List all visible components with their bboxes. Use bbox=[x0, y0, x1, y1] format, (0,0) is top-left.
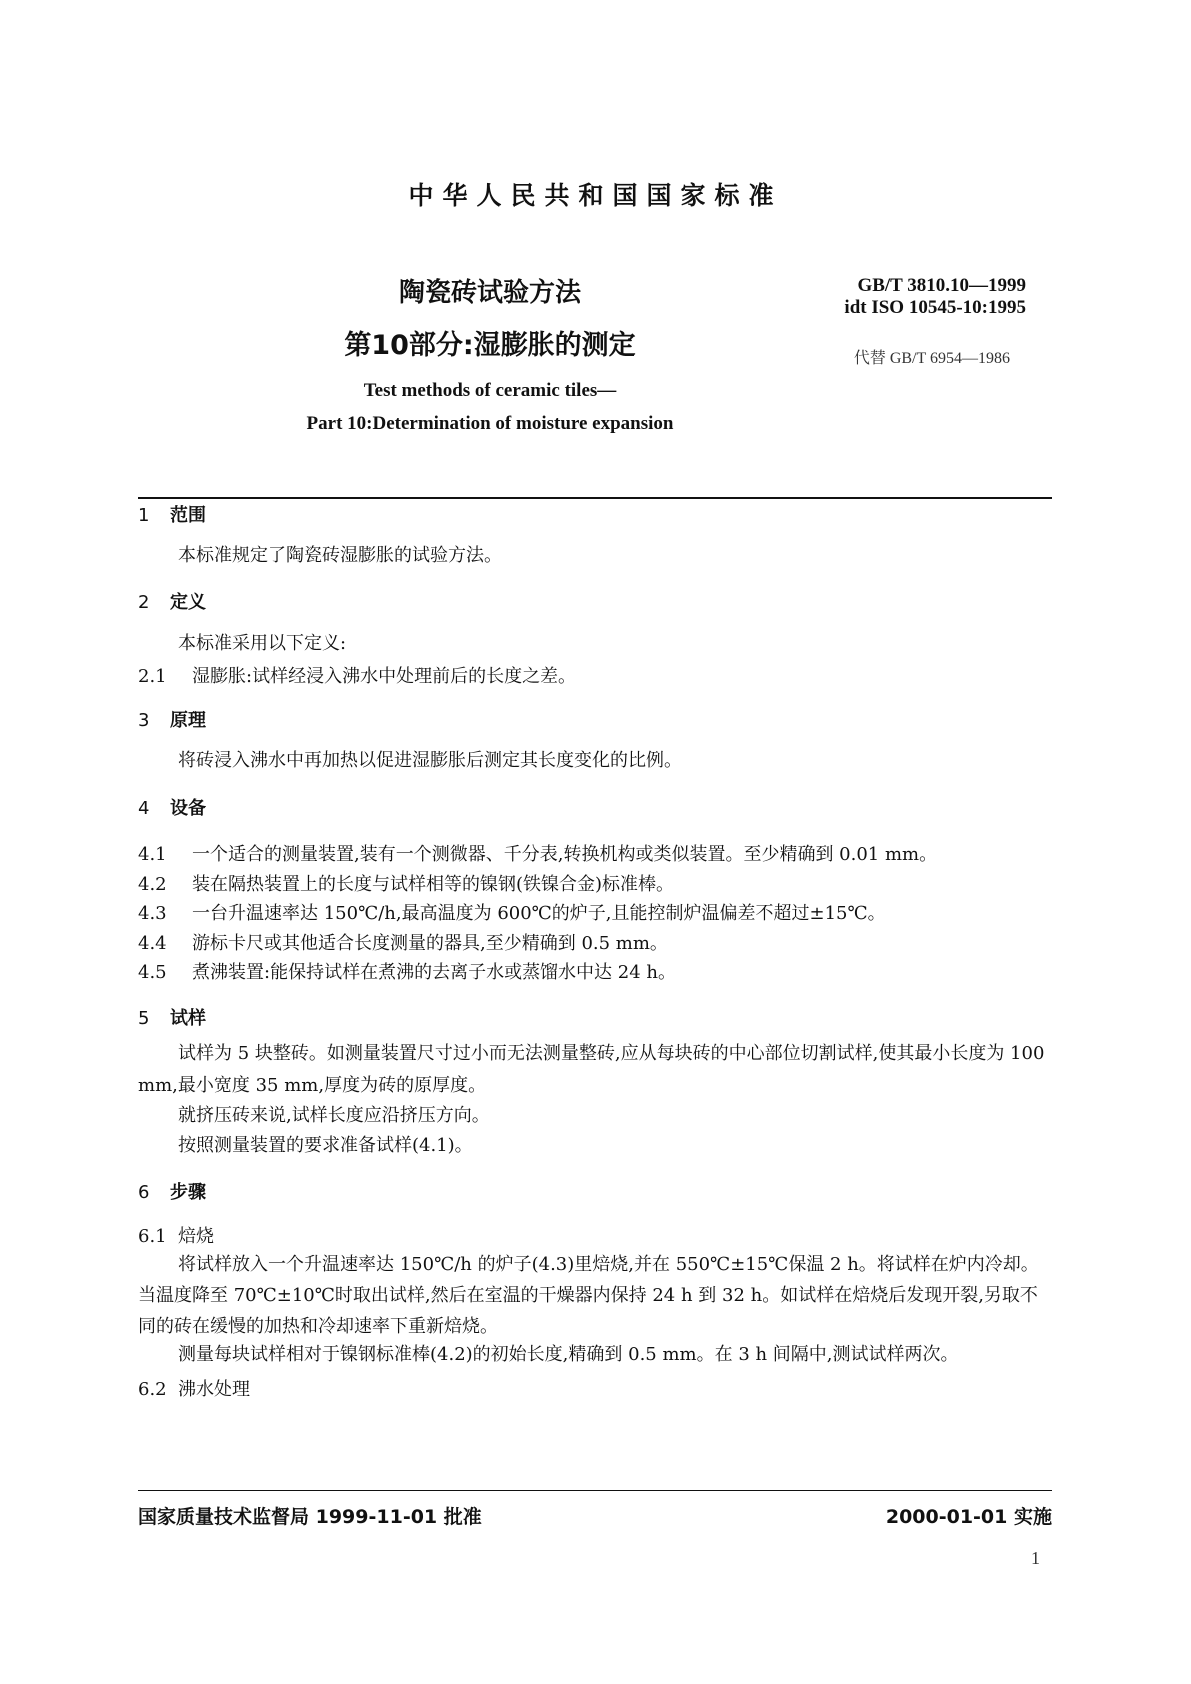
item-4-5 bbox=[138, 958, 676, 984]
section-5-paragraph-3: 按照测量装置的要求准备试样(4.1)。 bbox=[178, 1135, 473, 1156]
subsection-6-1-paragraph-1: 将试样放入一个升温速率达 150℃/h 的炉子(4.3)里焙烧,并在 550℃±15℃保温 2 h。将试样在炉内冷却。当温度降至 70℃±10℃时取出试样,然后在室温的干燥器内保持 24 h 到 32 h。如试样在焙烧后发现开裂,另取不同的砖在缓慢的加热和冷却速率下重新焙烧。 bbox=[138, 1254, 1039, 1337]
item-number: 6.2 bbox=[138, 1379, 167, 1400]
item-number: 6.1 bbox=[138, 1226, 167, 1247]
item-number: 2.1 bbox=[138, 666, 167, 687]
section-number: 4 bbox=[138, 798, 150, 819]
title-zh-line1: 陶瓷砖试验方法 bbox=[398, 278, 581, 308]
subsection-6-1-paragraph-2: 测量每块试样相对于镍钢标准棒(4.2)的初始长度,精确到 0.5 mm。在 3 h 间隔中,测试试样两次。 bbox=[178, 1344, 959, 1365]
section-6-heading bbox=[138, 1178, 206, 1204]
section-title: 步骤 bbox=[170, 1182, 206, 1203]
footer-divider bbox=[138, 1490, 1052, 1491]
section-number: 2 bbox=[138, 592, 150, 613]
section-3-heading bbox=[138, 706, 206, 732]
section-title: 设备 bbox=[170, 798, 206, 819]
section-title: 范围 bbox=[170, 505, 206, 526]
section-title: 试样 bbox=[170, 1008, 206, 1029]
section-3-text: 将砖浸入沸水中再加热以促进湿膨胀后测定其长度变化的比例。 bbox=[178, 750, 682, 771]
item-text: 沸水处理 bbox=[178, 1379, 250, 1400]
section-number: 1 bbox=[138, 505, 150, 526]
section-number: 6 bbox=[138, 1182, 150, 1203]
section-title: 原理 bbox=[170, 710, 206, 731]
item-4-1 bbox=[138, 840, 937, 866]
approval-date: 国家质量技术监督局 1999-11-01 批准 bbox=[138, 1506, 482, 1528]
section-5-paragraph-1: 试样为 5 块整砖。如测量装置尺寸过小而无法测量整砖,应从每块砖的中心部位切割试样,使其最小长度为 100 mm,最小宽度 35 mm,厚度为砖的原厚度。 bbox=[138, 1043, 1045, 1096]
item-2-1 bbox=[138, 662, 576, 688]
item-text: 一个适合的测量装置,装有一个测微器、千分表,转换机构或类似装置。至少精确到 0.01 mm。 bbox=[192, 844, 938, 865]
item-text: 一台升温速率达 150℃/h,最高温度为 600℃的炉子,且能控制炉温偏差不超过±15℃。 bbox=[192, 903, 886, 924]
item-number: 4.3 bbox=[138, 903, 167, 924]
section-4-heading bbox=[138, 794, 206, 820]
title-en-line1: Test methods of ceramic tiles— bbox=[363, 380, 617, 401]
implementation-date: 2000-01-01 实施 bbox=[885, 1506, 1052, 1528]
section-1-heading bbox=[138, 501, 206, 527]
title-en-line2: Part 10:Determination of moisture expansion bbox=[306, 413, 674, 434]
header-divider bbox=[138, 497, 1052, 499]
item-text: 湿膨胀:试样经浸入沸水中处理前后的长度之差。 bbox=[192, 666, 577, 687]
iso-equivalence: idt ISO 10545-10:1995 bbox=[844, 297, 1026, 318]
section-5-heading bbox=[138, 1004, 206, 1030]
section-2-heading bbox=[138, 588, 206, 614]
section-1-text: 本标准规定了陶瓷砖湿膨胀的试验方法。 bbox=[178, 545, 502, 566]
page-number: 1 bbox=[1031, 1548, 1040, 1568]
item-number: 4.5 bbox=[138, 962, 167, 983]
item-4-2 bbox=[138, 870, 674, 896]
item-number: 4.2 bbox=[138, 874, 167, 895]
item-number: 4.4 bbox=[138, 933, 167, 954]
item-4-4 bbox=[138, 929, 668, 955]
item-4-3 bbox=[138, 899, 886, 925]
item-text: 煮沸装置:能保持试样在煮沸的去离子水或蒸馏水中达 24 h。 bbox=[192, 962, 677, 983]
subsection-6-1-heading bbox=[138, 1222, 214, 1248]
title-zh-line2: 第10部分:湿膨胀的测定 bbox=[344, 330, 636, 361]
item-text: 装在隔热装置上的长度与试样相等的镍钢(铁镍合金)标准棒。 bbox=[192, 874, 675, 895]
item-text: 游标卡尺或其他适合长度测量的器具,至少精确到 0.5 mm。 bbox=[192, 933, 668, 954]
subsection-6-2-heading bbox=[138, 1375, 250, 1401]
section-5-paragraph-2: 就挤压砖来说,试样长度应沿挤压方向。 bbox=[178, 1105, 490, 1126]
standard-code: GB/T 3810.10—1999 bbox=[857, 275, 1026, 296]
item-number: 4.1 bbox=[138, 844, 167, 865]
section-number: 3 bbox=[138, 710, 150, 731]
replaces-standard: 代替 GB/T 6954—1986 bbox=[853, 350, 1010, 367]
standard-header: 中华人民共和国国家标准 bbox=[408, 181, 783, 210]
section-number: 5 bbox=[138, 1008, 150, 1029]
section-2-text: 本标准采用以下定义: bbox=[178, 633, 347, 654]
item-text: 焙烧 bbox=[178, 1226, 214, 1247]
section-title: 定义 bbox=[170, 592, 206, 613]
